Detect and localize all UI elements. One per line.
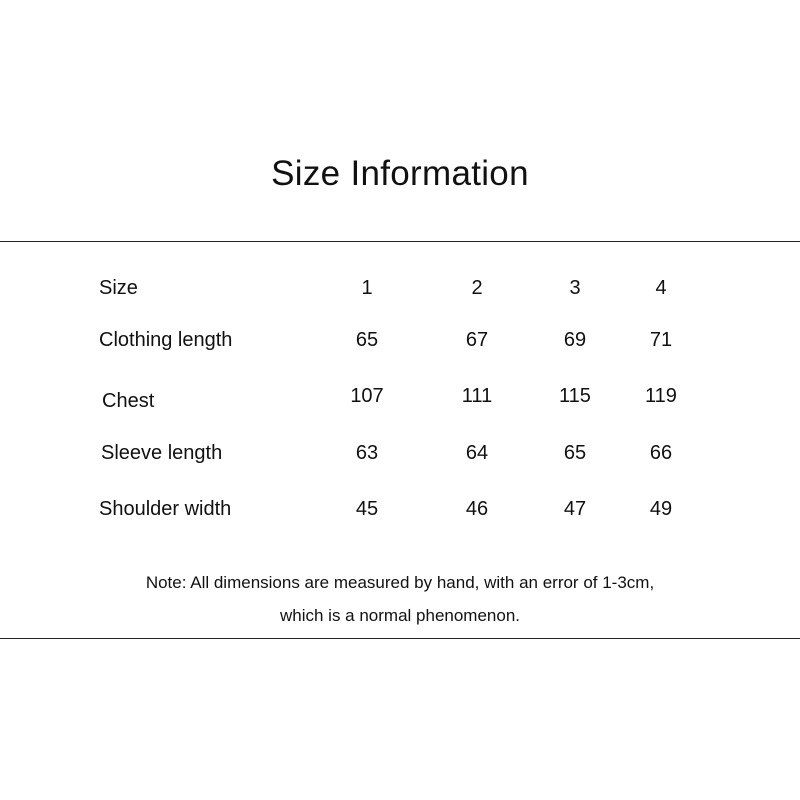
- page-title: Size Information: [271, 154, 529, 193]
- table-cell: 45: [355, 498, 379, 520]
- header-size-1: 1: [361, 277, 373, 299]
- table-cell: 66: [649, 442, 673, 464]
- header-label: Size: [99, 277, 138, 299]
- table-cell: 49: [649, 498, 673, 520]
- row-label-clothing-length: Clothing length: [99, 329, 233, 351]
- table-cell: 67: [465, 329, 489, 351]
- table-cell: 63: [355, 442, 379, 464]
- table-cell: 119: [645, 385, 677, 407]
- header-size-4: 4: [655, 277, 667, 299]
- row-label-shoulder-width: Shoulder width: [99, 498, 232, 520]
- bottom-divider: [0, 638, 800, 639]
- row-label-sleeve-length: Sleeve length: [101, 442, 223, 464]
- table-cell: 69: [563, 329, 587, 351]
- top-divider: [0, 241, 800, 242]
- table-cell: 47: [563, 498, 587, 520]
- table-cell: 65: [355, 329, 379, 351]
- table-row: [0, 494, 800, 524]
- table-header-row: [0, 273, 800, 303]
- table-row: [0, 325, 800, 355]
- table-cell: 115: [559, 385, 591, 407]
- table-cell: 111: [461, 385, 493, 407]
- row-label-chest: Chest: [102, 390, 155, 412]
- table-cell: 71: [649, 329, 673, 351]
- table-row: [0, 381, 800, 411]
- table-cell: 65: [563, 442, 587, 464]
- table-cell: 64: [465, 442, 489, 464]
- table-cell: 107: [350, 385, 384, 407]
- table-row: [0, 438, 800, 468]
- header-size-2: 2: [471, 277, 483, 299]
- table-cell: 46: [465, 498, 489, 520]
- header-size-3: 3: [569, 277, 581, 299]
- measurement-note-line-1: Note: All dimensions are measured by hand, with an error of 1-3cm,: [145, 573, 655, 592]
- measurement-note-line-2: which is a normal phenomenon.: [279, 606, 521, 625]
